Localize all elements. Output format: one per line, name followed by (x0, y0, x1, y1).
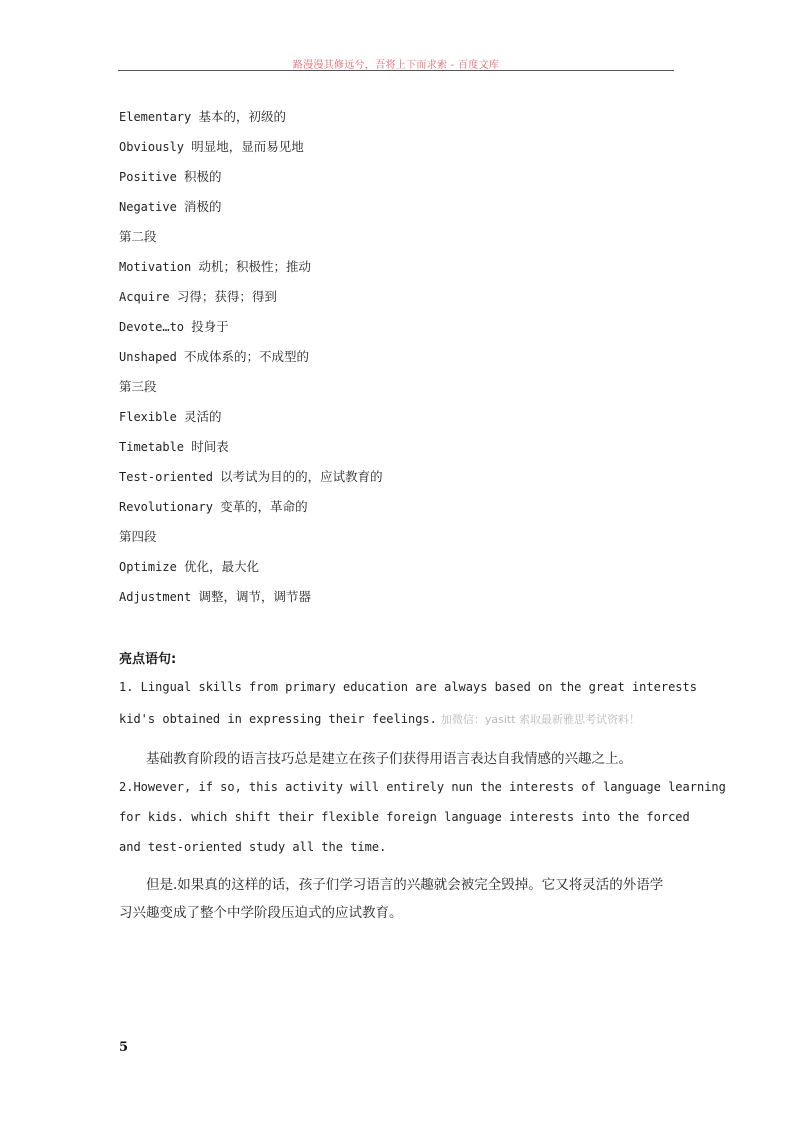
sentence-2-translation-line-2: 习兴趣变成了整个中学阶段压迫式的应试教育。 (119, 905, 403, 921)
sentence-1-translation: 基础教育阶段的语言技巧总是建立在孩子们获得用语言表达自我情感的兴趣之上。 (146, 751, 632, 767)
vocab-meaning: 灵活的 (184, 409, 222, 424)
sentence-2-line-2: for kids. which shift their flexible foreign language interests into the forced (119, 810, 690, 824)
vocab-word: Devote…to (119, 320, 185, 334)
vocab-word: Acquire (119, 290, 170, 304)
section-label-text: 第四段 (119, 529, 157, 544)
vocab-word: Motivation (119, 260, 192, 274)
vocab-item (119, 438, 383, 468)
vocab-meaning: 以考试为目的的，应试教育的 (220, 469, 383, 484)
vocab-item (119, 108, 383, 138)
vocab-item (119, 168, 383, 198)
vocab-item (119, 138, 383, 168)
vocab-word: Revolutionary (119, 500, 213, 514)
vocab-word: Negative (119, 200, 177, 214)
sentence-2-translation-line-1: 但是.如果真的这样的话，孩子们学习语言的兴趣就会被完全毁掉。它又将灵活的外语学 (146, 877, 664, 893)
section-label-text: 第三段 (119, 379, 157, 394)
vocab-meaning: 投身于 (191, 319, 229, 334)
vocab-meaning: 变革的，革命的 (220, 499, 308, 514)
vocab-word: Obviously (119, 140, 185, 154)
sentence-1-line-1: 1. Lingual skills from primary education are always based on the great interests (119, 680, 697, 694)
vocab-meaning: 基本的，初级的 (198, 109, 286, 124)
vocab-item (119, 348, 383, 378)
sentence-2-line-1: 2.However, if so, this activity will entirely nun the interests of language learning (119, 780, 726, 794)
vocab-item (119, 288, 383, 318)
vocab-word: Adjustment (119, 590, 192, 604)
vocabulary-list (119, 108, 383, 618)
vocab-meaning: 明显地，显而易见地 (191, 139, 304, 154)
vocab-word: Flexible (119, 410, 177, 424)
vocab-word: Timetable (119, 440, 185, 454)
vocab-item (119, 198, 383, 228)
vocab-word: Optimize (119, 560, 177, 574)
section-label (119, 378, 383, 408)
vocab-word: Positive (119, 170, 177, 184)
vocab-item (119, 468, 383, 498)
sentence-1-line-2 (119, 711, 675, 727)
section-label (119, 228, 383, 258)
vocab-item (119, 588, 383, 618)
vocab-item (119, 318, 383, 348)
vocab-meaning: 优化，最大化 (184, 559, 260, 574)
vocab-item (119, 498, 383, 528)
highlights-heading: 亮点语句: (119, 652, 177, 667)
page-number: 5 (119, 1040, 129, 1055)
vocab-item (119, 558, 383, 588)
section-label (119, 528, 383, 558)
vocab-meaning: 习得；获得；得到 (176, 289, 277, 304)
watermark-text: 加微信：yasitt 索取最新雅思考试资料！ (440, 713, 641, 726)
vocab-meaning: 调整，调节，调节器 (198, 589, 311, 604)
vocab-meaning: 不成体系的；不成型的 (184, 349, 310, 364)
vocab-item (119, 408, 383, 438)
vocab-item (119, 258, 383, 288)
vocab-word: Elementary (119, 110, 192, 124)
page-header: 路漫漫其修远兮，吾将上下而求索 - 百度文库 (292, 60, 500, 71)
section-label-text: 第二段 (119, 229, 157, 244)
vocab-word: Test-oriented (119, 470, 213, 484)
vocab-meaning: 消极的 (184, 199, 222, 214)
vocab-meaning: 积极的 (184, 169, 222, 184)
header-divider (118, 70, 674, 71)
sentence-2-line-3: and test-oriented study all the time. (119, 840, 387, 854)
vocab-meaning: 时间表 (191, 439, 229, 454)
sentence-1-text: kid's obtained in expressing their feelings. (119, 712, 437, 726)
vocab-meaning: 动机；积极性；推动 (198, 259, 311, 274)
vocab-word: Unshaped (119, 350, 177, 364)
